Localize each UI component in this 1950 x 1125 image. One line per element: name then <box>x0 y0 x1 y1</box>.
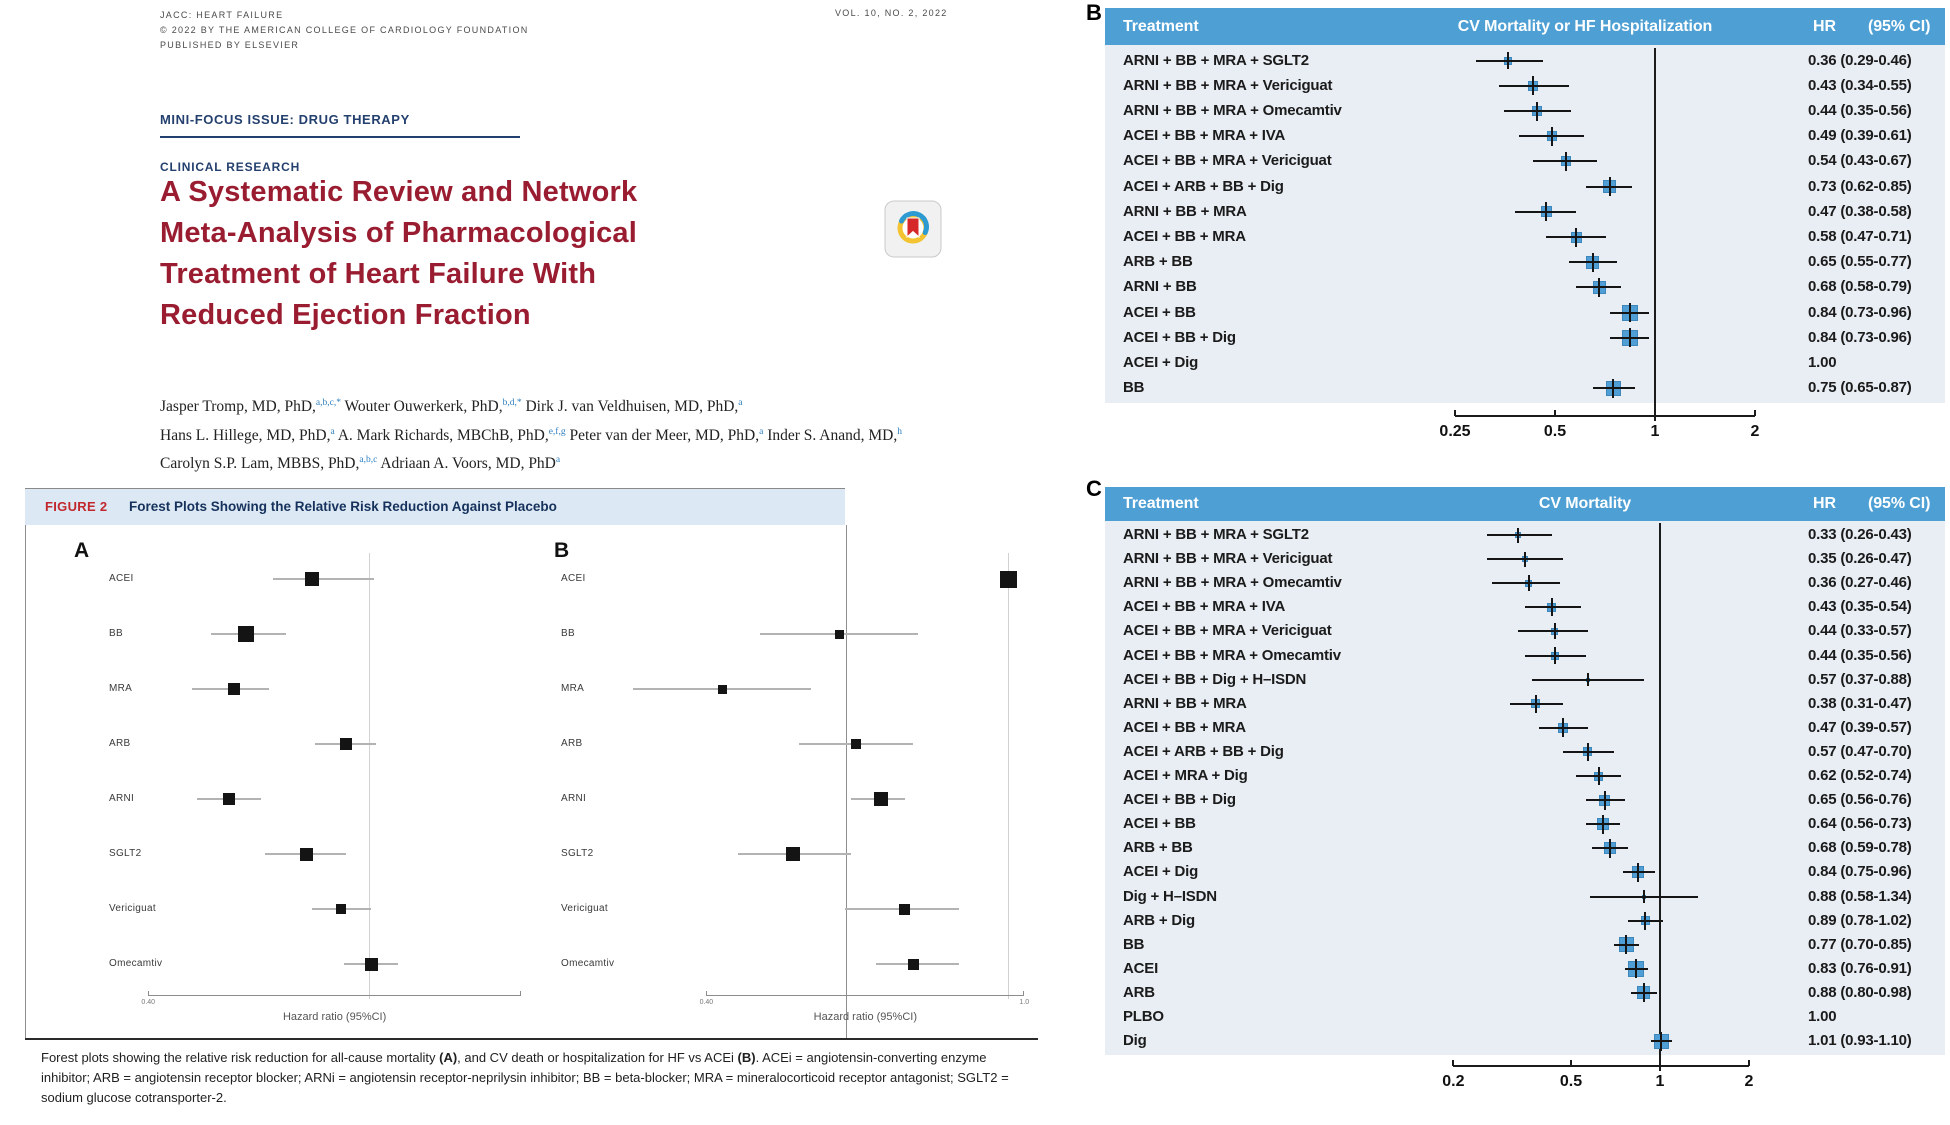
treatment-label: ACEI + Dig <box>1123 354 1199 371</box>
x-axis-tick-label: 1.0 <box>1019 999 1030 1006</box>
x-axis-end-tick <box>520 991 521 995</box>
panel-b-header <box>1105 8 1945 45</box>
hr-ci-value: 0.75 (0.65-0.87) <box>1808 379 1912 397</box>
forest-row-label: MRA <box>561 683 585 694</box>
ci-whisker <box>1525 606 1581 608</box>
x-axis-tick-label: 1 <box>1650 423 1660 440</box>
hr-ci-value: 0.65 (0.56-0.76) <box>1808 791 1912 809</box>
reference-line-hr1 <box>1654 48 1656 421</box>
title-line: Reduced Ejection Fraction <box>160 299 531 331</box>
point-estimate-square <box>223 793 235 805</box>
journal-masthead <box>160 8 529 53</box>
caption-bold-ref: (B) <box>737 1050 756 1065</box>
figure-panel-letter-b: B <box>554 539 570 562</box>
hr-ci-value: 0.89 (0.78-1.02) <box>1808 911 1912 929</box>
column-header-ci: (95% CI) <box>1868 495 1931 512</box>
author-affiliation-superscript: a <box>738 398 743 408</box>
point-center-tick <box>1612 379 1614 398</box>
author-line: Carolyn S.P. Lam, MBBS, PhD,$^{a,b,c}$ Adriaan A. Voors, MD, PhD$^a$ <box>160 455 561 473</box>
forest-row-label: ARNI <box>561 793 587 804</box>
column-header-outcome: CV Mortality or HF Hospitalization <box>1457 18 1713 35</box>
hr-ci-value: 0.35 (0.26-0.47) <box>1808 550 1912 568</box>
forest-row-label: ACEI <box>561 573 586 584</box>
hr-ci-value: 0.58 (0.47-0.71) <box>1808 228 1912 245</box>
point-estimate-square <box>228 683 240 695</box>
point-center-tick <box>1592 253 1594 272</box>
ci-whisker <box>1487 534 1552 536</box>
hr-ci-value: 0.36 (0.29-0.46) <box>1808 51 1912 69</box>
x-axis-tick-label: 0.2 <box>1442 1073 1465 1090</box>
treatment-label: ACEI + BB + Dig + H–ISDN <box>1123 670 1307 688</box>
treatment-label: ACEI + MRA + Dig <box>1123 767 1248 785</box>
article-category: CLINICAL RESEARCH <box>160 160 301 174</box>
treatment-label: ACEI <box>1123 959 1159 977</box>
article-title <box>160 172 637 336</box>
forest-row-label: Omecamtiv <box>561 958 615 969</box>
column-header-hr: HR <box>1813 18 1836 35</box>
point-center-tick <box>1536 102 1538 121</box>
author-line: Hans L. Hillege, MD, PhD,$^a$ A. Mark Richards, MBChB, PhD,$^{e,f,g}$ Peter van der Meer, MD, PhD,$^a$ Inder S. Anand, MD,$^h$ <box>160 426 902 444</box>
hr-ci-value: 0.62 (0.52-0.74) <box>1808 767 1912 785</box>
point-center-tick <box>1625 935 1627 954</box>
hr-ci-value: 0.73 (0.62-0.85) <box>1808 177 1912 195</box>
ci-whisker <box>1492 582 1560 584</box>
x-axis-tick-label: 0.5 <box>1543 423 1567 440</box>
hr-ci-value: 0.64 (0.56-0.73) <box>1808 815 1912 833</box>
x-axis-end-tick <box>706 991 707 995</box>
treatment-label: ARNI + BB + MRA <box>1123 202 1247 220</box>
treatment-label: ARB + Dig <box>1123 911 1195 929</box>
column-header-treatment: Treatment <box>1123 495 1199 512</box>
treatment-label: ARB + BB <box>1123 839 1193 857</box>
figure-2-banner <box>25 488 845 525</box>
treatment-label: ACEI + BB + MRA + Vericiguat <box>1123 152 1332 170</box>
treatment-label: Dig + H–ISDN <box>1123 887 1217 905</box>
journal-name: JACC: HEART FAILURE <box>160 10 284 20</box>
point-estimate-square <box>336 904 346 914</box>
hr-ci-value: 0.36 (0.27-0.46) <box>1808 574 1912 592</box>
x-axis-tick-label: 0.5 <box>1559 1073 1583 1090</box>
forest-row-label: Vericiguat <box>109 903 156 914</box>
point-center-tick <box>1575 228 1577 247</box>
title-line: Meta-Analysis of Pharmacological <box>160 217 637 249</box>
point-center-tick <box>1562 718 1564 737</box>
panel-c-header <box>1105 487 1945 521</box>
hr-ci-value: 0.68 (0.58-0.79) <box>1808 278 1912 296</box>
treatment-label: ACEI + BB + Dig <box>1123 328 1236 346</box>
forest-row-label: MRA <box>109 683 133 694</box>
point-center-tick <box>1545 202 1547 221</box>
x-axis-title: Hazard ratio (95%CI) <box>282 1011 387 1023</box>
x-axis-line <box>148 995 521 996</box>
point-center-tick <box>1609 839 1611 858</box>
hr-ci-value: 0.77 (0.70-0.85) <box>1808 935 1912 953</box>
hr-ci-value: 0.57 (0.37-0.88) <box>1808 670 1912 688</box>
point-estimate-square <box>238 626 254 642</box>
point-estimate-square <box>305 572 319 586</box>
author-affiliation-superscript: h <box>897 426 902 437</box>
treatment-label: ARNI + BB + MRA + SGLT2 <box>1123 526 1309 544</box>
author-affiliation-superscript: a,b,c,* <box>315 398 341 408</box>
caption-bold-ref: (A) <box>439 1050 458 1065</box>
x-axis-end-tick <box>148 991 149 995</box>
point-center-tick <box>1587 743 1589 761</box>
x-axis-tick <box>1659 1060 1661 1066</box>
point-estimate-square <box>786 847 800 861</box>
point-center-tick <box>1604 791 1606 810</box>
x-axis-tick <box>1554 410 1556 416</box>
point-estimate-square <box>899 904 910 915</box>
point-center-tick <box>1554 647 1556 664</box>
treatment-label: ACEI + BB <box>1123 815 1196 833</box>
x-axis-end-tick <box>1023 991 1024 995</box>
point-center-tick <box>1609 177 1611 196</box>
x-axis-tick <box>1748 1060 1750 1066</box>
title-line: A Systematic Review and Network <box>160 176 638 208</box>
point-center-tick <box>1660 1032 1662 1051</box>
point-center-tick <box>1532 76 1534 95</box>
treatment-label: ARNI + BB + MRA + Omecamtiv <box>1123 574 1342 592</box>
point-estimate-square <box>300 848 313 861</box>
author-affiliation-superscript: e,f,g <box>548 426 566 437</box>
author-affiliation-superscript: a <box>555 455 561 466</box>
forest-row-label: Vericiguat <box>561 903 608 914</box>
point-center-tick <box>1635 959 1637 978</box>
column-header-ci: (95% CI) <box>1868 18 1931 35</box>
forest-row-label: SGLT2 <box>109 848 142 859</box>
hr-ci-value: 0.88 (0.58-1.34) <box>1808 887 1912 905</box>
treatment-label: ACEI + ARB + BB + Dig <box>1123 742 1284 760</box>
forest-row-label: ARB <box>109 738 131 749</box>
panel-c-forest-table <box>1105 487 1945 1112</box>
hr-ci-value: 0.88 (0.80-0.98) <box>1808 983 1912 1001</box>
treatment-label: ACEI + BB + Dig <box>1123 791 1236 809</box>
treatment-label: ARNI + BB + MRA + Vericiguat <box>1123 76 1333 94</box>
figure-2-label: FIGURE 2 <box>45 499 108 514</box>
hr-ci-value: 0.44 (0.35-0.56) <box>1808 646 1912 664</box>
treatment-label: ARNI + BB + MRA <box>1123 694 1247 712</box>
point-center-tick <box>1587 673 1589 686</box>
column-header-hr: HR <box>1813 495 1836 512</box>
point-estimate-square <box>340 738 352 750</box>
treatment-label: ACEI + BB + MRA + Vericiguat <box>1123 622 1332 640</box>
author-affiliation-superscript: a,b,c <box>359 455 378 466</box>
point-center-tick <box>1535 695 1537 713</box>
figure-panel-letter-a: A <box>74 539 90 562</box>
treatment-label: ACEI + BB + MRA + IVA <box>1123 598 1286 616</box>
treatment-label: ARNI + BB + MRA + Vericiguat <box>1123 550 1333 568</box>
hr-ci-value: 0.47 (0.38-0.58) <box>1808 202 1912 220</box>
title-line: Treatment of Heart Failure With <box>160 258 597 290</box>
point-center-tick <box>1524 552 1526 567</box>
forest-row-label: ACEI <box>109 573 134 584</box>
ci-whisker <box>273 578 374 580</box>
x-axis-line <box>1453 1065 1749 1067</box>
treatment-label: BB <box>1123 935 1145 953</box>
journal-publisher: PUBLISHED BY ELSEVIER <box>160 40 300 50</box>
point-estimate-square <box>851 739 861 749</box>
x-axis-tick <box>1754 410 1756 416</box>
hr-ci-value: 0.83 (0.76-0.91) <box>1808 959 1912 977</box>
forest-row-label: ARB <box>561 738 583 749</box>
hr-ci-value: 1.00 <box>1808 1008 1837 1026</box>
journal-copyright: © 2022 BY THE AMERICAN COLLEGE OF CARDIOLOGY FOUNDATION <box>160 25 529 35</box>
author-affiliation-superscript: b,d,* <box>502 398 522 408</box>
point-estimate-square <box>874 792 888 806</box>
hr-ci-value: 1.00 <box>1808 354 1837 371</box>
hr-ci-value: 0.44 (0.35-0.56) <box>1808 102 1912 119</box>
hr-ci-value: 0.68 (0.59-0.78) <box>1808 839 1912 857</box>
reference-line-hr1 <box>369 553 370 999</box>
treatment-label: PLBO <box>1123 1008 1164 1026</box>
column-header-outcome: CV Mortality <box>1538 495 1632 512</box>
point-center-tick <box>1629 303 1631 322</box>
column-header-treatment: Treatment <box>1123 18 1199 35</box>
point-center-tick <box>1643 890 1645 903</box>
table-body-background <box>1105 45 1945 403</box>
treatment-label: BB <box>1123 379 1145 397</box>
treatment-label: ACEI + BB + MRA + IVA <box>1123 127 1286 145</box>
journal-volume: VOL. 10, NO. 2, 2022 <box>835 8 948 18</box>
hr-ci-value: 0.43 (0.35-0.54) <box>1808 598 1912 616</box>
point-estimate-square <box>1000 571 1017 588</box>
point-center-tick <box>1643 983 1645 1002</box>
hr-ci-value: 1.01 (0.93-1.10) <box>1808 1032 1912 1050</box>
x-axis-tick <box>1654 410 1656 416</box>
forest-row-label: Omecamtiv <box>109 958 163 969</box>
hr-ci-value: 0.44 (0.33-0.57) <box>1808 622 1912 640</box>
treatment-label: ACEI + BB + MRA <box>1123 718 1246 736</box>
hr-ci-value: 0.84 (0.75-0.96) <box>1808 863 1912 881</box>
x-axis-tick-label: 0.25 <box>1439 423 1471 440</box>
figure-2-plot-area <box>25 525 1030 1038</box>
x-axis-tick-label: 2 <box>1744 1073 1754 1090</box>
point-center-tick <box>1598 278 1600 297</box>
point-estimate-square <box>718 685 727 694</box>
reference-line-hr1 <box>1008 553 1009 999</box>
treatment-label: ARNI + BB <box>1123 278 1197 296</box>
x-axis-tick-label: 2 <box>1750 423 1760 440</box>
hr-ci-value: 0.84 (0.73-0.96) <box>1808 328 1912 346</box>
figure-2-title: Forest Plots Showing the Relative Risk Reduction Against Placebo <box>129 499 557 514</box>
point-estimate-square <box>365 958 378 971</box>
treatment-label: ACEI + Dig <box>1123 863 1199 881</box>
hr-ci-value: 0.65 (0.55-0.77) <box>1808 253 1912 271</box>
point-center-tick <box>1507 52 1509 69</box>
x-axis-line <box>1455 415 1755 417</box>
point-center-tick <box>1528 575 1530 591</box>
treatment-label: Dig <box>1123 1032 1147 1050</box>
forest-row-label: SGLT2 <box>561 848 594 859</box>
point-center-tick <box>1602 815 1604 834</box>
treatment-label: ACEI + BB + MRA + Omecamtiv <box>1123 646 1341 664</box>
hr-ci-value: 0.54 (0.43-0.67) <box>1808 152 1912 170</box>
author-line: Jasper Tromp, MD, PhD,$^{a,b,c,*}$ Wouter Ouwerkerk, PhD,$^{b,d,*}$ Dirk J. van Veldhuisen, MD, PhD,$^a$ <box>160 398 743 416</box>
author-affiliation-superscript: a <box>330 426 335 437</box>
point-center-tick <box>1598 767 1600 785</box>
point-center-tick <box>1629 328 1631 347</box>
point-estimate-square <box>835 630 844 639</box>
figure-2-block <box>25 488 1040 1108</box>
treatment-label: ACEI + BB <box>1123 303 1196 321</box>
point-center-tick <box>1637 863 1639 882</box>
ci-whisker <box>1623 871 1655 873</box>
panel-b-forest-table <box>1105 8 1945 463</box>
x-axis-line <box>706 995 1024 996</box>
hr-ci-value: 0.38 (0.31-0.47) <box>1808 694 1912 712</box>
hr-ci-value: 0.84 (0.73-0.96) <box>1808 303 1912 321</box>
treatment-label: ARNI + BB + MRA + Omecamtiv <box>1123 102 1342 119</box>
x-axis-tick-label: 0.40 <box>141 999 156 1006</box>
x-axis-tick <box>1570 1060 1572 1066</box>
forest-row-label: BB <box>561 628 575 639</box>
author-affiliation-superscript: a <box>759 426 764 437</box>
panel-letter-c: C <box>1086 476 1102 501</box>
forest-row-label: ARNI <box>109 793 135 804</box>
point-center-tick <box>1551 598 1553 616</box>
point-center-tick <box>1517 528 1519 543</box>
hr-ci-value: 0.49 (0.39-0.61) <box>1808 127 1912 145</box>
x-axis-tick <box>1454 410 1456 416</box>
hr-ci-value: 0.33 (0.26-0.43) <box>1808 526 1912 544</box>
bookmark-ring-icon <box>884 200 942 258</box>
point-center-tick <box>1551 127 1553 146</box>
hr-ci-value: 0.47 (0.39-0.57) <box>1808 718 1912 736</box>
x-axis-tick <box>1452 1060 1454 1066</box>
treatment-label: ARB + BB <box>1123 253 1193 271</box>
treatment-label: ACEI + BB + MRA <box>1123 228 1246 245</box>
x-axis-tick-label: 1 <box>1655 1073 1665 1090</box>
point-estimate-square <box>908 959 919 970</box>
hr-ci-value: 0.43 (0.34-0.55) <box>1808 76 1912 94</box>
article-badge-icon <box>884 200 942 263</box>
ci-whisker <box>1476 60 1543 62</box>
treatment-label: ARNI + BB + MRA + SGLT2 <box>1123 51 1309 69</box>
treatment-label: ARB <box>1123 983 1155 1001</box>
point-center-tick <box>1644 912 1646 930</box>
hr-ci-value: 0.57 (0.47-0.70) <box>1808 742 1912 760</box>
point-center-tick <box>1554 623 1556 639</box>
author-list <box>160 391 902 477</box>
reference-line-hr1 <box>1659 523 1661 1071</box>
x-axis-title: Hazard ratio (95%CI) <box>813 1011 917 1023</box>
section-banner: MINI-FOCUS ISSUE: DRUG THERAPY <box>160 112 520 138</box>
x-axis-tick-label: 0.40 <box>699 999 714 1006</box>
treatment-label: ACEI + ARB + BB + Dig <box>1123 177 1284 195</box>
forest-row-label: BB <box>109 628 123 639</box>
figure-2-caption: Forest plots showing the relative risk reduction for all-cause mortality (A), and CV death or hospitalization for HF vs ACEi (B). ACEi = angiotensin-converting enzyme inhibitor; ARB = angiotensin receptor blocker; ARNi = angiotensin receptor-neprilysin inhibitor; BB = beta-blocker; MRA = mineralocorticoid receptor antagonist; SGLT2 = sodium glucose cotransporter-2. <box>41 1050 1009 1105</box>
point-center-tick <box>1565 152 1567 171</box>
panel-letter-b: B <box>1086 0 1102 25</box>
